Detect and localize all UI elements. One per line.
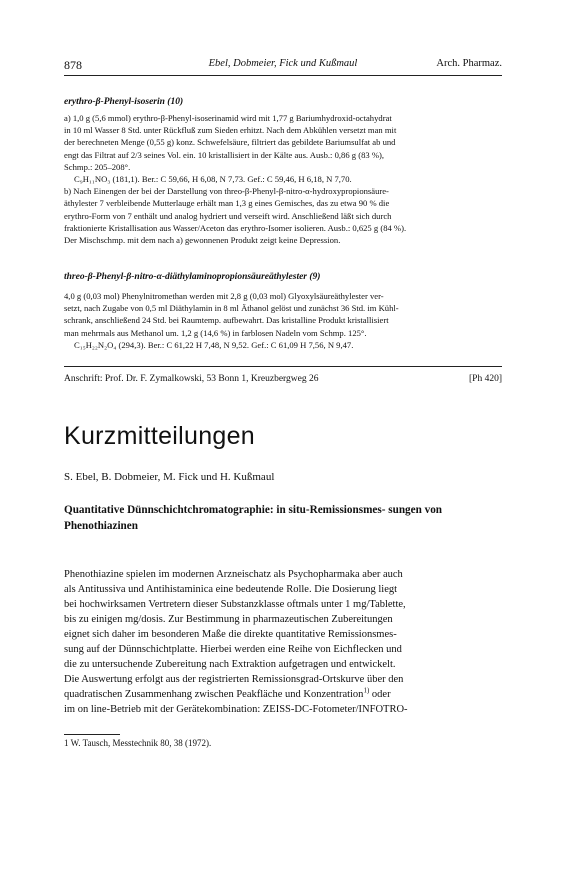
section-heading-erythro: erythro-β-Phenyl-isoserin (10) [64, 97, 184, 107]
text-line: äthylester 7 verbleibende Mutterlauge erhält man 1,3 g eines Gemisches, das zu etwa 90 % die [64, 198, 390, 209]
body-line [64, 687, 504, 702]
text-line: erythro-Form von 7 enthält und analog hydriert und verseift wird. Anschließend läßt sich durch [64, 210, 392, 221]
footnote-rule [64, 734, 120, 735]
text-line: schrank, anschließend 24 Std. bei Raumtemp. aufbewahrt. Das kristalline Produkt kristallisiert [64, 315, 389, 326]
journal-name: Arch. Pharmaz. [436, 58, 502, 69]
article-body [64, 567, 504, 717]
body-line: eignet sich daher im besonderen Maße die direkte quantitative Remissionsmes- [64, 629, 397, 640]
article-title: Quantitative Dünnschichtchromatographie: in situ-Remissionsmes- sungen von Phenothiazinen [64, 504, 443, 532]
text-line: 4,0 g (0,03 mol) Phenylnitromethan werden mit 2,8 g (0,03 mol) Glyoxylsäureäthylester ver- [64, 291, 384, 301]
body-line: Die Auswertung erfolgt aus der registrierten Remissionsgrad-Ortskurve über den [64, 674, 404, 685]
reference-code: [Ph 420] [469, 374, 502, 384]
section-body-erythro [64, 112, 504, 246]
body-line-text: quadratischen Zusammenhang zwischen Peakfläche und Konzentration [64, 689, 364, 700]
body-line: im on line-Betrieb mit der Gerätekombination: ZEISS-DC-Fotometer/INFOTRO- [64, 704, 408, 715]
running-authors: Ebel, Dobmeier, Fick und Kußmaul [208, 58, 358, 69]
footnote: 1 W. Tausch, Messtechnik 80, 38 (1972). [64, 738, 212, 748]
section-title: Kurzmitteilungen [64, 422, 256, 450]
text-line: b) Nach Einengen der bei der Darstellung von threo-β-Phenyl-β-nitro-α-hydroxypropionsäure- [64, 186, 389, 197]
body-line: als Antitussiva und Antihistaminica eine bedeutende Rolle. Die Dosierung liegt [64, 584, 398, 595]
article-authors: S. Ebel, B. Dobmeier, M. Fick und H. Kußmaul [64, 471, 275, 483]
body-line-tail: oder [369, 689, 391, 700]
body-line: bis zu einigen mg/dosis. Zur Bestimmung in pharmazeutischen Zubereitungen [64, 614, 393, 625]
text-line: Der Mischschmp. mit dem nach a) gewonnenen Produkt zeigt keine Depression. [64, 235, 341, 246]
body-line: Phenothiazine spielen im modernen Arzneischatz als Psychopharmaka aber auch [64, 569, 403, 580]
text-line: a) 1,0 g (5,6 mmol) erythro-β-Phenyl-isoserinamid wird mit 1,77 g Bariumhydroxid-octahydrat [64, 113, 392, 123]
running-header [64, 58, 502, 76]
address-line [64, 374, 502, 384]
body-line: sung auf der Dünnschichtplatte. Hierbei werden eine Reihe von Eichflecken und [64, 644, 402, 655]
formula-line: C₉H₁₁NO₃ (181,1). Ber.: C 59,66, H 6,08, N 7,73. Gef.: C 59,46, H 6,18, N 7,70. [74, 174, 352, 185]
header-rule [64, 75, 502, 76]
address-text: Anschrift: Prof. Dr. F. Zymalkowski, 53 Bonn 1, Kreuzbergweg 26 [64, 374, 319, 384]
text-line: man mehrmals aus Methanol um. 1,2 g (14,6 %) in farblosen Nadeln vom Schmp. 125°. [64, 327, 367, 338]
text-line: fraktionierte Kristallisation aus Wasser/Aceton das erythro-Isomer isolieren. Ausb.: 0,625 g (84 %). [64, 222, 407, 233]
section-body-threo [64, 290, 504, 351]
address-rule [64, 366, 502, 367]
text-line: setzt, nach Zugabe von 0,5 ml Diäthylamin in 8 ml Äthanol gelöst und zunächst 36 Std. im Kühl- [64, 303, 399, 314]
page-number: 878 [64, 58, 82, 72]
body-line: die zu untersuchende Zubereitung nach Extraktion aufgetragen und entwickelt. [64, 659, 396, 670]
formula-line: C₁₅H₂₂N₂O₄ (294,3). Ber.: C 61,22 H 7,48, N 9,52. Gef.: C 61,09 H 7,56, N 9,47. [74, 339, 354, 350]
text-line: in 10 ml Wasser 8 Std. unter Rückfluß zum Sieden erhitzt. Nach dem Abkühlen versetzt man mit [64, 125, 397, 136]
body-line: bei hochwirksamen Vertretern dieser Substanzklasse oftmals unter 1 mg/Tablette, [64, 599, 406, 610]
text-line: der berechneten Menge (0,55 g) konz. Schwefelsäure, filtriert das gebildete Bariumsulfat ab und [64, 137, 396, 148]
section-heading-threo: threo-β-Phenyl-β-nitro-α-diäthylaminopropionsäureäthylester (9) [64, 272, 321, 282]
footnote-marker: 1) [363, 686, 370, 695]
text-line: Schmp.: 205–208°. [64, 161, 131, 172]
text-line: engt das Filtrat auf 2/3 seines Vol. ein. 10 kristallisiert in der Kälte aus. Ausb.: 0,86 g (83 %), [64, 149, 384, 160]
